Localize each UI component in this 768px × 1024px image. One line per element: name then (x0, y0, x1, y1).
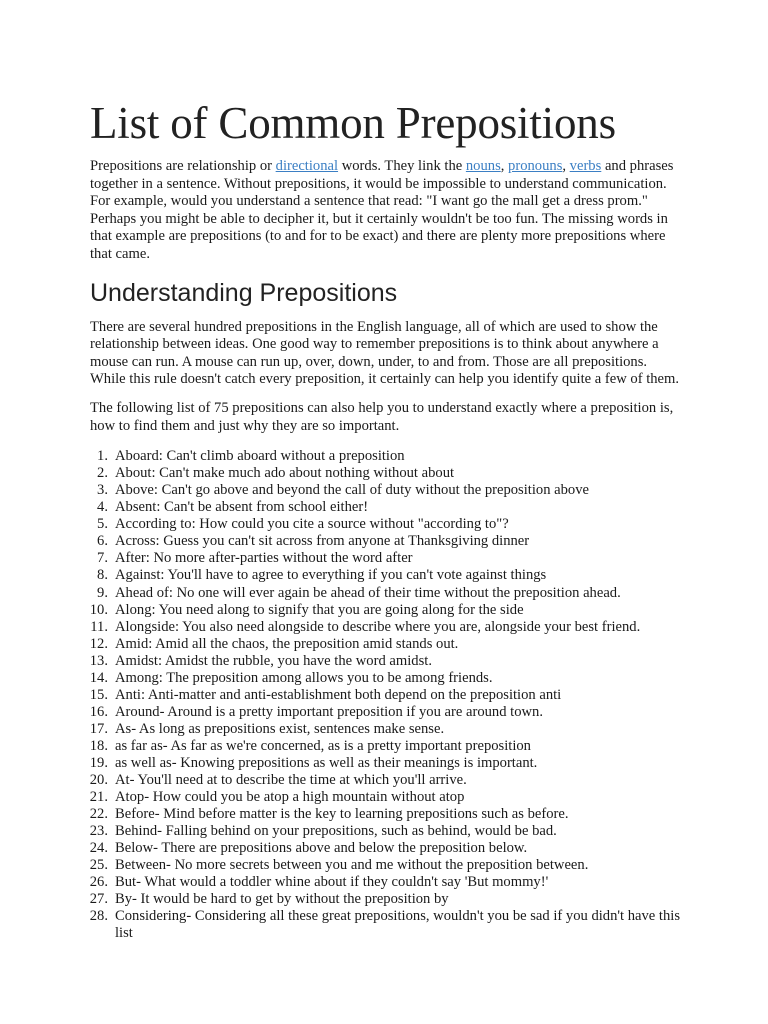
list-item-text: About: Can't make much ado about nothing without about (115, 465, 455, 482)
intro-text: and phrases together in a sentence. Without prepositions, it would be impossible to understand communication. For example, would you understand a sentence that read: "I want go the mall get a dress prom." Perhaps you might be able to decipher it, but it certainly wouldn't be too fun. The missing words in that example are prepositions (to and for to be exact) and there are plenty more prepositions where that came. (90, 158, 674, 262)
list-item (90, 465, 680, 482)
list-item (90, 823, 680, 840)
list-item (90, 704, 680, 721)
list-item-text: But- What would a toddler whine about if they couldn't say 'But mommy!' (115, 874, 549, 891)
list-item-text: as far as- As far as we're concerned, as is a pretty important preposition (115, 737, 531, 754)
list-item-text: Behind- Falling behind on your prepositions, such as behind, would be bad. (115, 823, 557, 840)
link-verbs[interactable]: verbs (569, 158, 602, 174)
list-item-text: Ahead of: No one will ever again be ahead of their time without the preposition ahead. (115, 584, 621, 601)
list-item-number: 4. (97, 499, 108, 516)
list-item-text: Between- No more secrets between you and me without the preposition between. (115, 857, 589, 874)
list-item (90, 516, 680, 533)
list-item (90, 721, 680, 738)
list-item (90, 857, 680, 874)
list-item-text: Considering- Considering all these great prepositions, wouldn't you be sad if you didn't have this list (115, 908, 681, 942)
list-item-text: Aboard: Can't climb aboard without a preposition (115, 448, 405, 465)
list-item (90, 670, 680, 687)
intro-text: words. They link the (338, 158, 466, 174)
list-item-number: 26. (89, 874, 108, 891)
list-item (90, 874, 680, 891)
list-item-text: By- It would be hard to get by without the preposition by (115, 891, 449, 908)
list-item-text: Above: Can't go above and beyond the call of duty without the preposition above (115, 482, 589, 499)
list-item (90, 619, 680, 636)
body-paragraph: There are several hundred prepositions in the English language, all of which are used to show the relationship between ideas. One good way to remember prepositions is to think about anywhere a mouse can run. A mouse can run up, over, down, under, to and from. Those are all prepositions. While this rule doesn't catch every preposition, it certainly can help you identify quite a few of them. (90, 318, 680, 388)
list-item (90, 533, 680, 550)
list-item-text: Against: You'll have to agree to everything if you can't vote against things (115, 567, 547, 584)
list-item (90, 687, 680, 704)
list-item-number: 5. (97, 516, 108, 533)
list-item (90, 636, 680, 653)
list-item (90, 550, 680, 567)
section-heading: Understanding Prepositions (90, 278, 398, 307)
list-item-number: 6. (97, 533, 108, 550)
list-item (90, 755, 680, 772)
prepositions-list (90, 448, 680, 942)
list-item (90, 499, 680, 516)
list-item-text: Below- There are prepositions above and below the preposition below. (115, 840, 528, 857)
intro-text: , (500, 158, 509, 174)
list-item-number: 12. (89, 635, 108, 652)
list-item-text: Along: You need along to signify that you are going along for the side (115, 601, 524, 618)
list-item-number: 16. (89, 703, 108, 720)
list-item-number: 10. (89, 601, 108, 618)
list-item (90, 908, 680, 942)
list-item-number: 27. (89, 891, 108, 908)
link-directional[interactable]: directional (275, 158, 339, 174)
list-item (90, 772, 680, 789)
link-pronouns[interactable]: pronouns (508, 158, 563, 174)
list-item-number: 15. (89, 686, 108, 703)
list-item-number: 11. (90, 618, 108, 635)
list-item (90, 602, 680, 619)
list-item-text: Alongside: You also need alongside to describe where you are, alongside your best friend. (115, 618, 641, 635)
list-item-text: as well as- Knowing prepositions as well as their meanings is important. (115, 754, 538, 771)
intro-text: Prepositions are relationship or (90, 158, 276, 174)
list-item (90, 806, 680, 823)
list-item-number: 9. (97, 584, 108, 601)
list-item-text: Across: Guess you can't sit across from anyone at Thanksgiving dinner (115, 533, 530, 550)
list-item (90, 448, 680, 465)
list-item-number: 14. (89, 669, 108, 686)
article (90, 96, 680, 942)
list-item (90, 567, 680, 584)
list-item-text: Absent: Can't be absent from school either! (115, 499, 369, 516)
page-title: List of Common Prepositions (90, 98, 616, 148)
list-item-number: 2. (97, 465, 108, 482)
list-item-number: 24. (89, 840, 108, 857)
list-item-number: 22. (89, 806, 108, 823)
list-item-number: 1. (97, 448, 108, 465)
list-item (90, 482, 680, 499)
link-nouns[interactable]: nouns (465, 158, 501, 174)
body-paragraph: The following list of 75 prepositions can also help you to understand exactly where a preposition is, how to find them and just why they are so important. (90, 399, 674, 434)
list-item (90, 653, 680, 670)
list-item-text: Among: The preposition among allows you to be among friends. (115, 669, 493, 686)
list-item-number: 21. (89, 789, 108, 806)
list-item-number: 13. (89, 652, 108, 669)
list-item-text: Around- Around is a pretty important preposition if you are around town. (115, 703, 543, 720)
list-item-text: According to: How could you cite a source without "according to"? (115, 516, 509, 533)
list-item-text: At- You'll need at to describe the time at which you'll arrive. (115, 772, 467, 789)
list-item (90, 585, 680, 602)
list-item-number: 8. (97, 567, 108, 584)
list-item-number: 25. (89, 857, 108, 874)
list-item-number: 17. (89, 720, 108, 737)
list-item-text: As- As long as prepositions exist, sentences make sense. (115, 720, 445, 737)
list-item-number: 20. (89, 772, 108, 789)
list-item-text: Atop- How could you be atop a high mountain without atop (115, 789, 465, 806)
list-item (90, 738, 680, 755)
list-item (90, 789, 680, 806)
list-item (90, 840, 680, 857)
list-item-number: 18. (89, 737, 108, 754)
list-item-text: Amid: Amid all the chaos, the preposition amid stands out. (115, 635, 459, 652)
list-item (90, 891, 680, 908)
list-item-number: 23. (89, 823, 108, 840)
list-item-number: 3. (97, 482, 108, 499)
intro-text: , (562, 158, 570, 174)
intro-paragraph (90, 158, 680, 264)
list-item-text: Amidst: Amidst the rubble, you have the word amidst. (115, 652, 432, 669)
list-item-number: 7. (97, 550, 108, 567)
list-item-text: Before- Mind before matter is the key to learning prepositions such as before. (115, 806, 569, 823)
list-item-number: 19. (89, 754, 108, 771)
list-item-text: Anti: Anti-matter and anti-establishment both depend on the preposition anti (115, 686, 562, 703)
list-item-text: After: No more after-parties without the word after (115, 550, 413, 567)
list-item-number: 28. (89, 908, 108, 925)
